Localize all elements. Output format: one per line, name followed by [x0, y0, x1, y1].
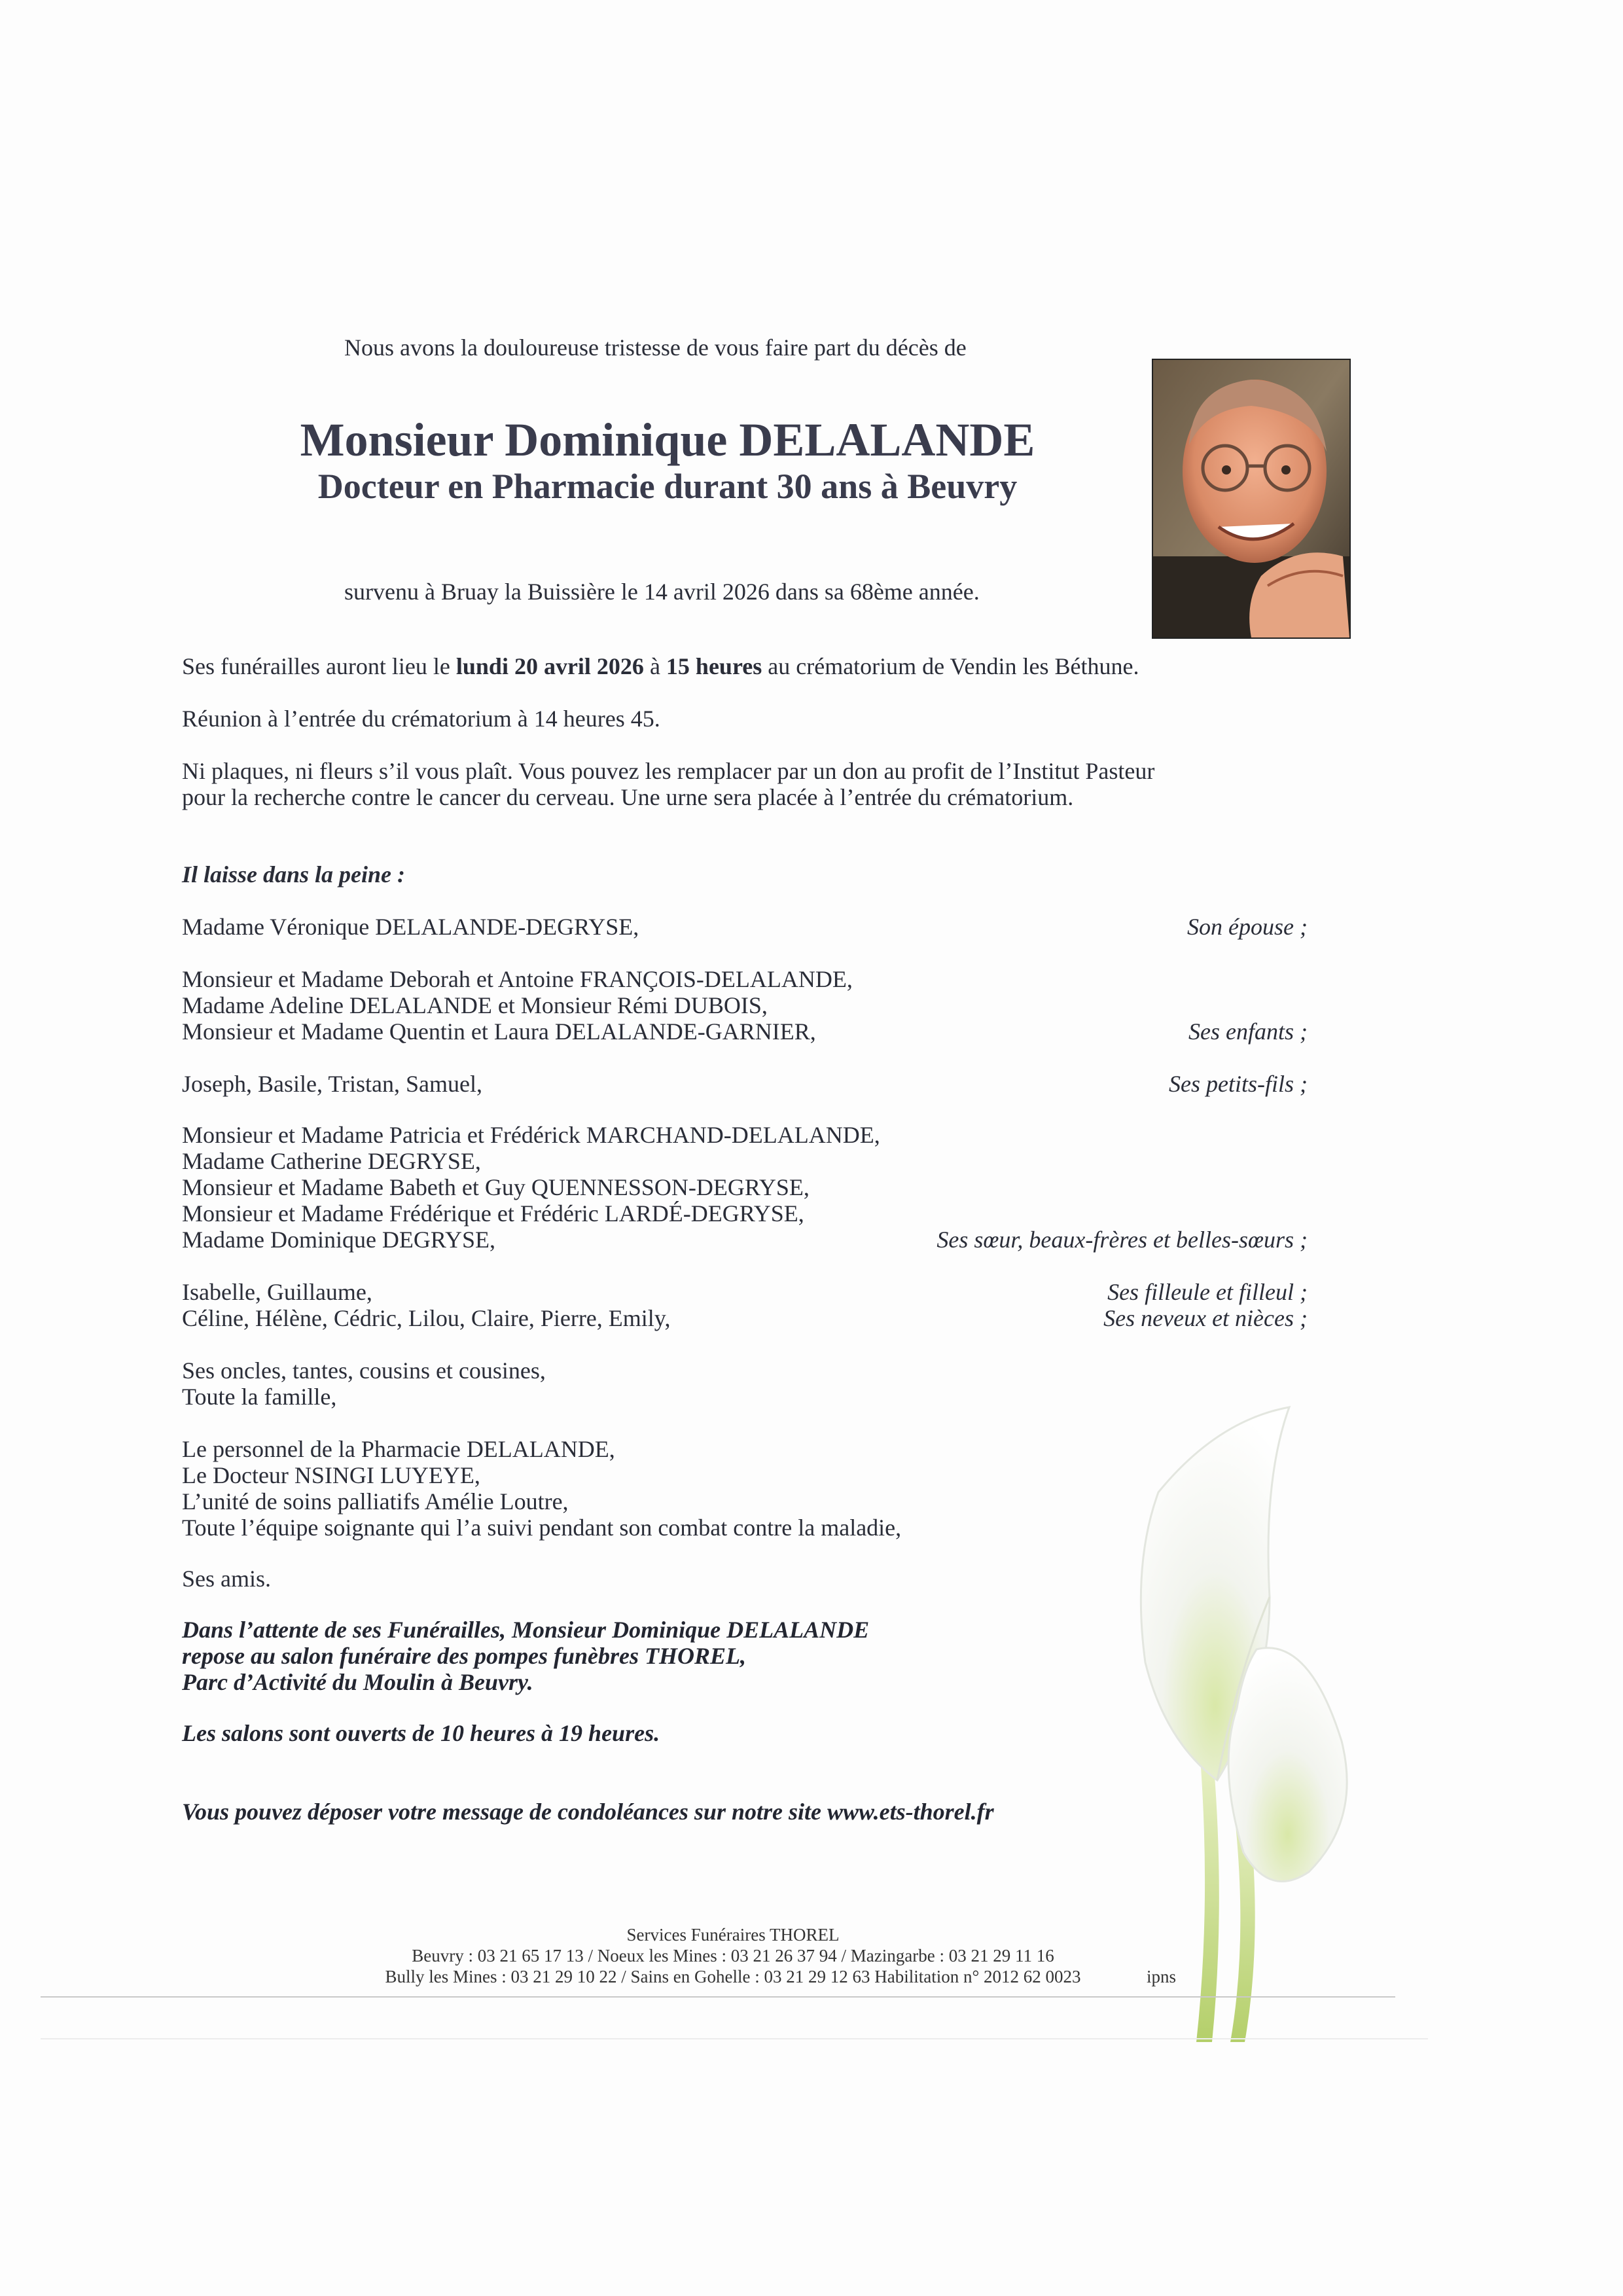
portrait-photo — [1152, 359, 1351, 639]
funeral-date: lundi 20 avril 2026 — [455, 653, 644, 679]
family-relation: Son épouse ; — [1187, 914, 1308, 940]
deceased-title: Docteur en Pharmacie durant 30 ans à Beuvry — [317, 467, 1018, 506]
family-relation: Ses petits-fils ; — [1169, 1071, 1308, 1097]
family-name: Madame Adeline DELALANDE et Monsieur Rémi DUBOIS, — [182, 992, 768, 1018]
family-name: Monsieur et Madame Babeth et Guy QUENNESSON-DEGRYSE, — [182, 1174, 810, 1200]
footer-company: Services Funéraires THOREL — [626, 1925, 840, 1945]
repose-line-3: Parc d’Activité du Moulin à Beuvry. — [182, 1669, 533, 1695]
footer-divider — [41, 1996, 1395, 1998]
funeral-part3: au crématorium de Vendin les Béthune. — [762, 653, 1139, 679]
flowers-line-2: pour la recherche contre le cancer du cerveau. Une urne sera placée à l’entrée du crématorium. — [182, 784, 1074, 810]
family-name: Ses oncles, tantes, cousins et cousines, — [182, 1357, 546, 1384]
salon-hours: Les salons sont ouverts de 10 heures à 19 heures. — [182, 1720, 660, 1746]
family-name: Ses amis. — [182, 1566, 272, 1592]
deceased-name: Monsieur Dominique DELALANDE — [300, 414, 1035, 466]
repose-line-1: Dans l’attente de ses Funérailles, Monsieur Dominique DELALANDE — [182, 1617, 870, 1643]
family-name: Monsieur et Madame Quentin et Laura DELALANDE-GARNIER, — [182, 1018, 816, 1045]
reunion-text: Réunion à l’entrée du crématorium à 14 heures 45. — [182, 706, 660, 732]
family-name: L’unité de soins palliatifs Amélie Loutre, — [182, 1488, 569, 1515]
scan-edge-line — [41, 2038, 1428, 2039]
funeral-time: 15 heures — [666, 653, 762, 679]
condolences-notice: Vous pouvez déposer votre message de condoléances sur notre site www.ets-thorel.fr — [182, 1799, 994, 1825]
family-name: Céline, Hélène, Cédric, Lilou, Claire, Pierre, Emily, — [182, 1305, 671, 1331]
footer-phones-1: Beuvry : 03 21 65 17 13 / Noeux les Mines : 03 21 26 37 94 / Mazingarbe : 03 21 29 11 16 — [412, 1946, 1054, 1965]
family-heading: Il laisse dans la peine : — [182, 861, 406, 888]
family-name: Le personnel de la Pharmacie DELALANDE, — [182, 1436, 615, 1462]
family-group-spouse — [182, 914, 1308, 940]
family-relation: Ses neveux et nièces ; — [1103, 1305, 1308, 1331]
family-name: Toute la famille, — [182, 1384, 337, 1410]
repose-line-2: repose au salon funéraire des pompes funèbres THOREL, — [182, 1643, 747, 1669]
family-relation: Ses enfants ; — [1188, 1018, 1308, 1045]
footer-mark: ipns — [1147, 1967, 1177, 1986]
intro-text: Nous avons la douloureuse tristesse de vous faire part du décès de — [344, 334, 967, 361]
family-name: Madame Véronique DELALANDE-DEGRYSE, — [182, 914, 639, 940]
family-group-grandchildren — [182, 1071, 1308, 1097]
family-group-siblings — [182, 1122, 1308, 1253]
family-name: Isabelle, Guillaume, — [182, 1279, 372, 1305]
family-relation: Ses sœur, beaux-frères et belles-sœurs ; — [936, 1227, 1308, 1253]
funeral-part2: à — [643, 653, 666, 679]
family-relation: Ses filleule et filleul ; — [1107, 1279, 1308, 1305]
family-name: Madame Catherine DEGRYSE, — [182, 1148, 481, 1174]
footer-phones-2: Bully les Mines : 03 21 29 10 22 / Sains en Gohelle : 03 21 29 12 63 Habilitation n° 2012 62 0023 — [385, 1967, 1081, 1986]
family-group-godchildren-nephews — [182, 1279, 1308, 1331]
repose-notice — [182, 1617, 869, 1695]
death-notice: survenu à Bruay la Buissière le 14 avril 2026 dans sa 68ème année. — [344, 579, 980, 605]
family-name: Toute l’équipe soignante qui l’a suivi pendant son combat contre la maladie, — [182, 1515, 902, 1541]
flowers-line-1: Ni plaques, ni fleurs s’il vous plaît. Vous pouvez les remplacer par un don au profit de l’Institut Pasteur — [182, 758, 1155, 784]
family-name: Madame Dominique DEGRYSE, — [182, 1227, 495, 1253]
funeral-details — [182, 653, 1139, 679]
family-group-children — [182, 966, 1308, 1045]
family-name: Monsieur et Madame Patricia et Frédérick MARCHAND-DELALANDE, — [182, 1122, 880, 1148]
family-name: Monsieur et Madame Deborah et Antoine FRANÇOIS-DELALANDE, — [182, 966, 853, 992]
family-name: Monsieur et Madame Frédérique et Frédéric LARDÉ-DEGRYSE, — [182, 1200, 804, 1227]
family-name: Le Docteur NSINGI LUYEYE, — [182, 1462, 480, 1488]
funeral-part1: Ses funérailles auront lieu le — [182, 653, 456, 679]
family-name: Joseph, Basile, Tristan, Samuel, — [182, 1071, 483, 1097]
flowers-notice — [182, 758, 1154, 810]
